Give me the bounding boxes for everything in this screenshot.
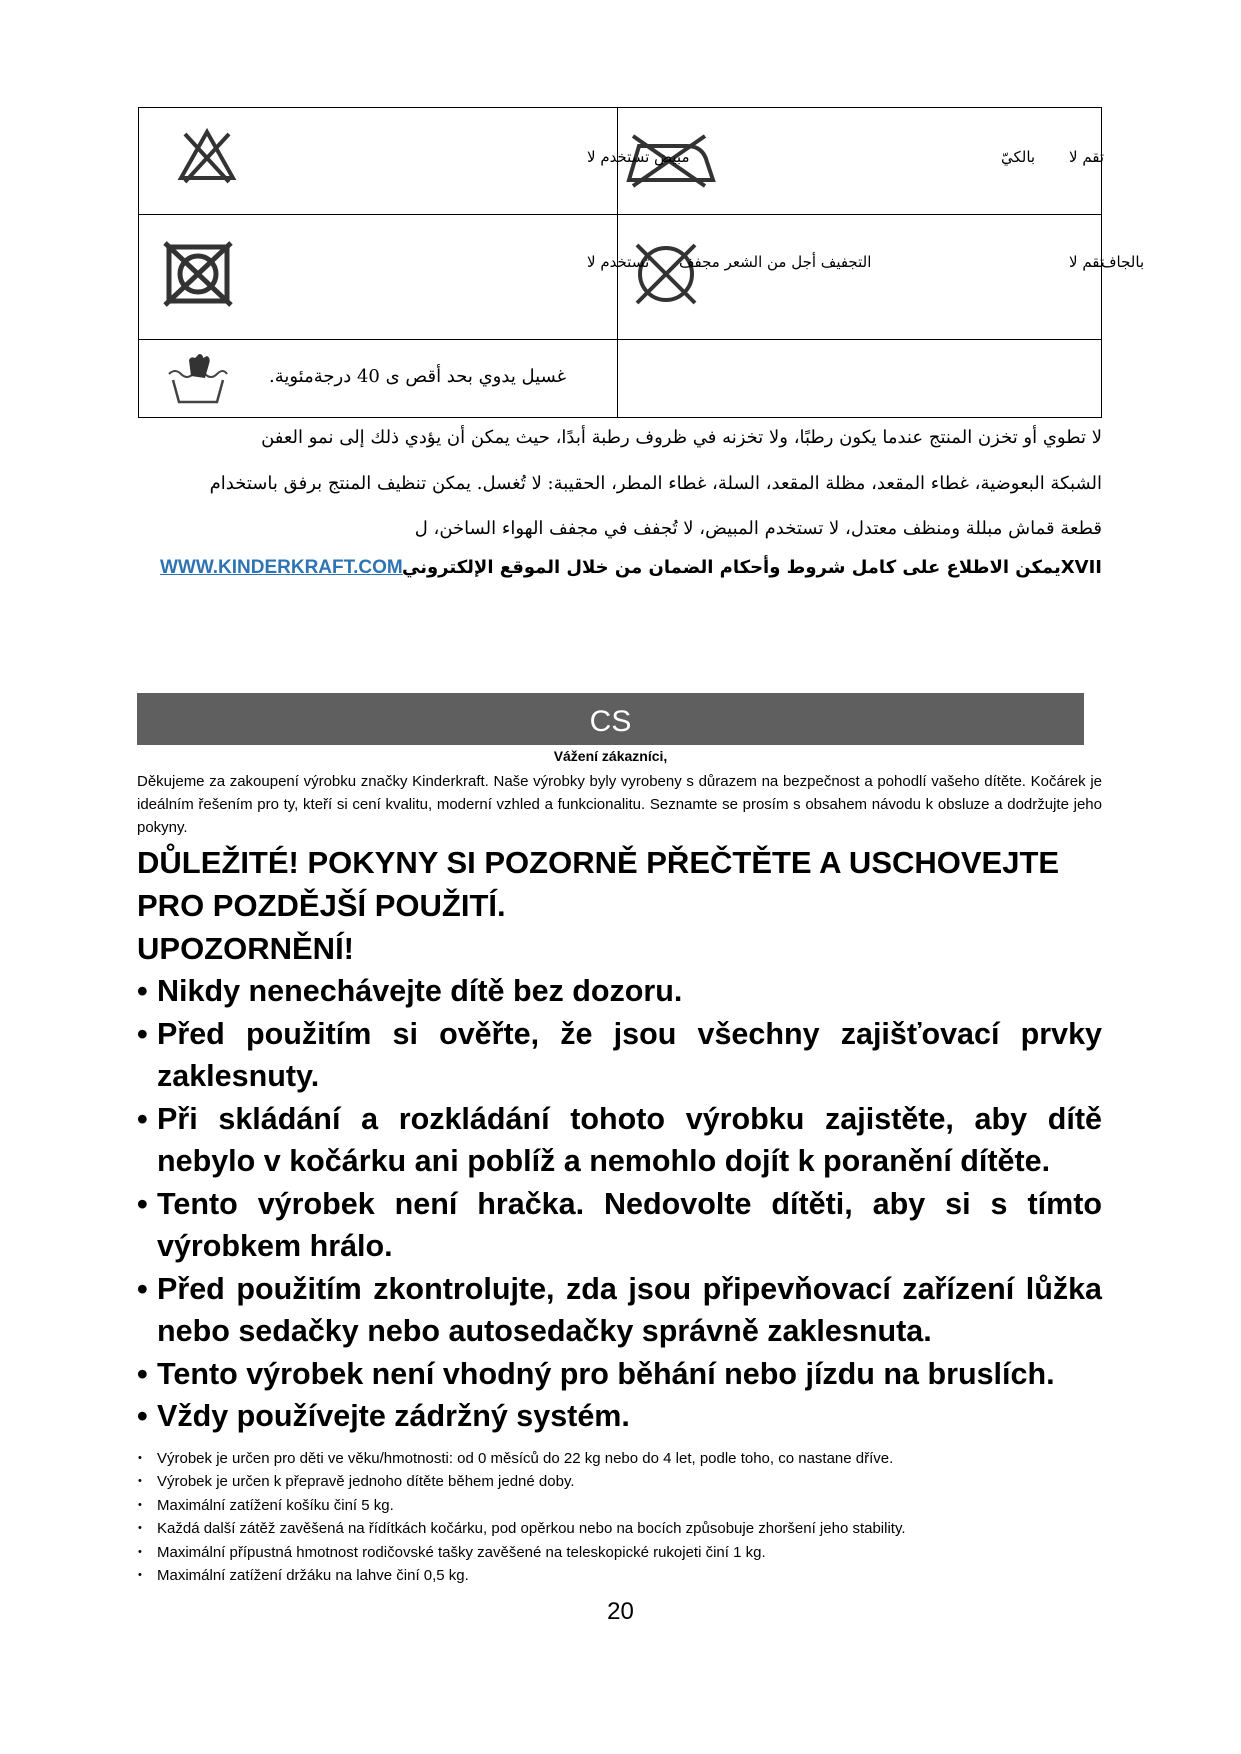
bullet: • — [138, 1498, 142, 1511]
care-table-divider — [617, 108, 618, 417]
warning-text: Tento výrobek není hračka. Nedovolte dítěti, aby si s tímto výrobkem hrálo. — [157, 1186, 1102, 1263]
list-item — [137, 1353, 1102, 1396]
warning-text: Tento výrobek není vhodný pro běhání nebo jízdu na bruslích. — [157, 1356, 1055, 1391]
list-item — [137, 1268, 1102, 1353]
care-text-no-bleach: مبيض تستخدم لا — [587, 148, 690, 166]
list-item — [137, 1395, 1102, 1438]
no-dry-clean-icon — [631, 239, 701, 309]
bullet: • — [137, 1101, 148, 1136]
notes-list — [137, 1447, 1102, 1587]
intro-paragraph: Děkujeme za zakoupení výrobku značky Kinderkraft. Naše výrobky byly vyrobeny s důrazem na bezpečnost a pohodlí vašeho dítěte. Kočárek je ideálním řešením pro ty, kteří si cení kvalitu, moderní vzhled a funkcionalitu. Seznamte se prosím s obsahem návodu k obsluze a dodržujte jeho pokyny. — [137, 773, 1102, 836]
list-item — [137, 970, 1102, 1013]
list-item — [137, 1447, 1102, 1470]
list-item — [137, 1494, 1102, 1517]
bullet: • — [137, 1356, 148, 1391]
care-symbols-table — [138, 107, 1145, 418]
bullet: • — [138, 1522, 142, 1535]
warning-text: Vždy používejte zádržný systém. — [157, 1399, 630, 1433]
no-tumble-dry-icon — [163, 241, 233, 307]
warning-heading: UPOZORNĚNÍ! — [137, 931, 354, 966]
care-text-no-dry-clean-a: تقم لا — [1069, 253, 1105, 271]
bullet: • — [137, 1186, 148, 1221]
care-text-no-ironing-a: تقم لا — [1069, 148, 1105, 166]
care-text-dryer-detail: التجفيف أجل من الشعر مجفف — [679, 253, 872, 271]
care-row — [139, 108, 1105, 215]
bullet: • — [137, 1016, 148, 1051]
bullet: • — [138, 1545, 142, 1558]
note-text: Každá další zátěž zavěšená na řídítkách kočárku, pod opěrkou nebo na bocích způsobuje zhoršení jeho stability. — [157, 1520, 906, 1538]
bullet: • — [137, 1271, 148, 1306]
list-item — [137, 1541, 1102, 1564]
warranty-text: XVIIيمكن الاطلاع على كامل شروط وأحكام الضمان من خلال الموقع الإلكتروني — [402, 557, 1102, 578]
note-text: Maximální zatížení držáku na lahve činí 0,5 kg. — [157, 1567, 469, 1585]
bullet: • — [137, 1399, 148, 1433]
arabic-paragraph-line: لا تطوي أو تخزن المنتج عندما يكون رطبًا، ولا تخزنه في ظروف رطبة أبدًا، حيث يمكن أن يؤدي ذلك إلى نمو العفن — [261, 427, 1102, 448]
no-bleach-icon — [177, 126, 237, 186]
warning-text: Při skládání a rozkládání tohoto výrobku zajistěte, aby dítě nebylo v kočárku ani poblíž a nemohlo dojít k poranění dítěte. — [157, 1101, 1102, 1178]
bullet: • — [138, 1475, 142, 1488]
arabic-paragraph-line: قطعة قماش مبللة ومنظف معتدل، لا تستخدم المبيض، لا تُجفف في مجفف الهواء الساخن، ل — [414, 518, 1102, 539]
hand-wash-icon — [165, 352, 229, 404]
list-item — [137, 1013, 1102, 1098]
language-section-bar: CS — [137, 693, 1084, 745]
care-row — [139, 340, 1101, 417]
bullet: • — [137, 974, 148, 1008]
bullet: • — [138, 1569, 142, 1582]
warning-text: Nikdy nenechávejte dítě bez dozoru. — [157, 974, 683, 1008]
list-item — [137, 1564, 1102, 1587]
list-item — [137, 1470, 1102, 1493]
care-text-no-dry-clean-b: بالجاف — [1101, 253, 1145, 271]
list-item — [137, 1098, 1102, 1183]
note-text: Výrobek je určen pro děti ve věku/hmotnosti: od 0 měsíců do 22 kg nebo do 4 let, podle toho, co nastane dříve. — [157, 1450, 894, 1467]
warning-list — [137, 970, 1102, 1438]
page-number: 20 — [607, 1598, 634, 1625]
note-text: Maximální přípustná hmotnost rodičovské tašky zavěšené na teleskopické rukojeti činí 1 kg. — [157, 1543, 766, 1561]
care-row — [139, 215, 1145, 340]
arabic-paragraph-line: الشبكة البعوضية، غطاء المقعد، مظلة المقعد، السلة، غطاء المطر، الحقيبة: لا تُغسل. يمكن تنظيف المنتج برفق باستخدام — [209, 473, 1102, 494]
warranty-line — [160, 557, 1102, 583]
list-item — [137, 1183, 1102, 1268]
list-item — [137, 1517, 1102, 1540]
care-text-no-dryer: تستخدم لا — [587, 253, 650, 271]
kinderkraft-website-link[interactable]: WWW.KINDERKRAFT.COM — [160, 557, 403, 578]
greeting: Vážení zákazníci, — [553, 748, 668, 764]
bullet: • — [138, 1452, 142, 1464]
important-heading: DŮLEŽITÉ! POKYNY SI POZORNĚ PŘEČTĚTE A USCHOVEJTE PRO POZDĚJŠÍ POUŽITÍ. — [137, 845, 1060, 923]
warning-text: Před použitím si ověřte, že jsou všechny zajišťovací prvky zaklesnuty. — [157, 1016, 1102, 1093]
note-text: Maximální zatížení košíku činí 5 kg. — [157, 1496, 394, 1514]
warning-text: Před použitím zkontrolujte, zda jsou připevňovací zařízení lůžka nebo sedačky nebo autosedačky správně zaklesnuta. — [157, 1271, 1102, 1348]
note-text: Výrobek je určen k přepravě jednoho dítěte během jedné doby. — [157, 1473, 575, 1491]
care-text-hand-wash: غسيل يدوي بحد أقص ى 40 درجةمئوية. — [269, 366, 567, 387]
care-text-no-ironing-b: بالكيّ — [1001, 148, 1036, 166]
